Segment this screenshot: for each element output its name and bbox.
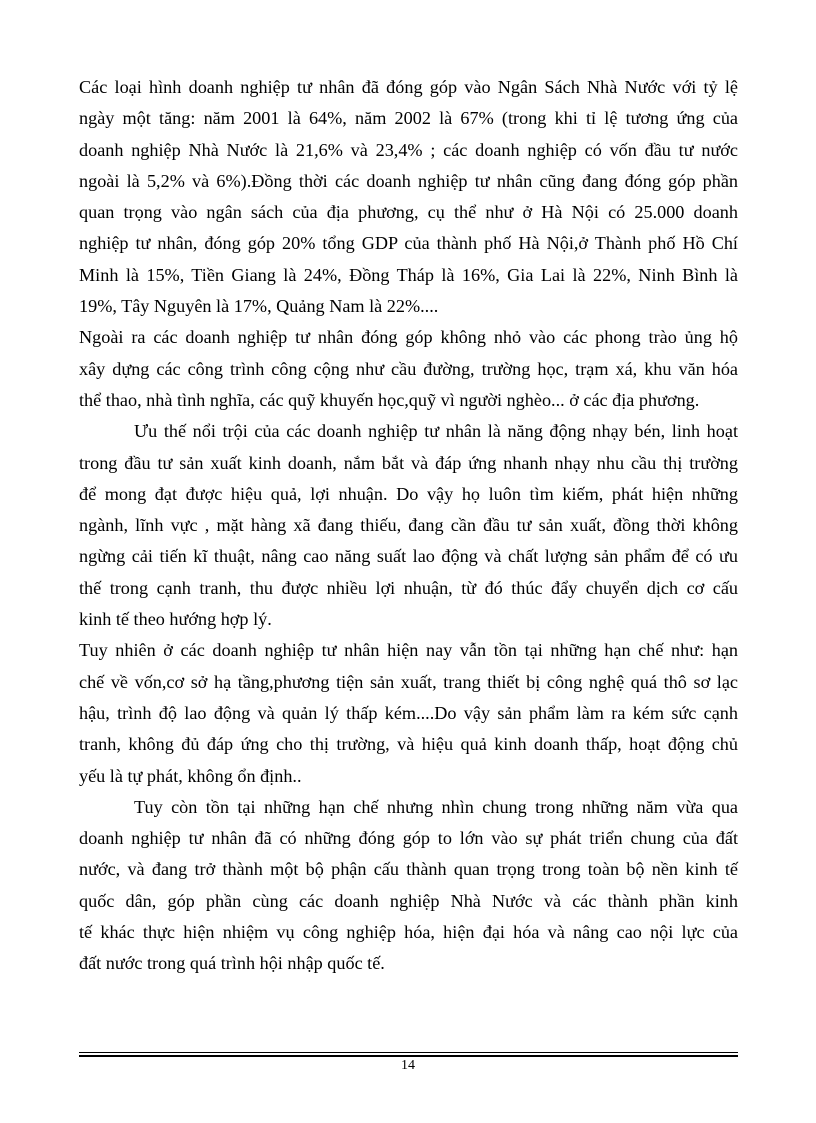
- text-line: doanh nghiệp tư nhân đã có những đóng góp to lớn vào sự phát triển chung của đất: [79, 828, 738, 849]
- text-line: nghiệp tư nhân, đóng góp 20% tổng GDP của thành phố Hà Nội,ở Thành phố Hồ Chí: [79, 233, 738, 254]
- text-line: thể thao, nhà tình nghĩa, các quỹ khuyến học,quỹ vì người nghèo... ở các địa phương.: [79, 389, 700, 410]
- text-line: Tuy còn tồn tại những hạn chế nhưng nhìn chung trong những năm vừa qua: [134, 796, 738, 817]
- paragraph: [79, 416, 738, 635]
- paragraph: [79, 322, 738, 416]
- page-number: 14: [401, 1058, 415, 1073]
- text-line: tranh, không đủ đáp ứng cho thị trường, và hiệu quả kinh doanh thấp, hoạt động chủ: [79, 734, 738, 755]
- text-line: chế về vốn,cơ sở hạ tầng,phương tiện sản xuất, trang thiết bị công nghệ quá thô sơ lạc: [79, 671, 738, 692]
- text-line: ngành, lĩnh vực , mặt hàng xã đang thiếu, đang cần đầu tư sản xuất, đồng thời không: [79, 515, 738, 536]
- text-line: Các loại hình doanh nghiệp tư nhân đã đóng góp vào Ngân Sách Nhà Nước với tỷ lệ: [79, 77, 738, 97]
- text-line: thế trong cạnh tranh, thu được nhiều lợi nhuận, từ đó thúc đẩy chuyển dịch cơ cấu: [79, 577, 738, 598]
- paragraph: [79, 792, 738, 980]
- text-line: Tuy nhiên ở các doanh nghiệp tư nhân hiện nay vẫn tồn tại những hạn chế như: hạn: [79, 640, 738, 661]
- text-line: Minh là 15%, Tiền Giang là 24%, Đồng Tháp là 16%, Gia Lai là 22%, Ninh Bình là: [79, 264, 738, 285]
- footer-rule-thin: [79, 1052, 738, 1053]
- paragraph: [79, 72, 738, 322]
- text-line: tế khác thực hiện nhiệm vụ công nghiệp hóa, hiện đại hóa và nâng cao nội lực của: [79, 922, 738, 943]
- text-line: yếu là tự phát, không ổn định..: [79, 765, 302, 786]
- text-line: xây dựng các công trình công cộng như cầu đường, trường học, trạm xá, khu văn hóa: [79, 358, 738, 379]
- text-line: đất nước trong quá trình hội nhập quốc tế.: [79, 953, 385, 974]
- text-line: quốc dân, góp phần cùng các doanh nghiệp Nhà Nước và các thành phần kinh: [79, 890, 738, 911]
- text-line: 19%, Tây Nguyên là 17%, Quảng Nam là 22%....: [79, 296, 439, 317]
- text-line: nước, và đang trở thành một bộ phận cấu thành quan trọng trong toàn bộ nền kinh tế: [79, 859, 738, 880]
- body-text: [79, 72, 738, 980]
- text-line: ngừng cải tiến kĩ thuật, nâng cao năng suất lao động và chất lượng sản phẩm để có ưu: [79, 546, 738, 567]
- text-line: ngày một tăng: năm 2001 là 64%, năm 2002 là 67% (trong khi tỉ lệ tương ứng của: [79, 108, 738, 129]
- text-line: quan trọng vào ngân sách của địa phương, cụ thể như ở Hà Nội có 25.000 doanh: [79, 202, 738, 223]
- paragraph: [79, 635, 738, 791]
- text-line: Ưu thế nổi trội của các doanh nghiệp tư nhân là năng động nhạy bén, linh hoạt: [134, 421, 738, 442]
- text-line: để mong đạt được hiệu quả, lợi nhuận. Do vậy họ luôn tìm kiếm, phát hiện những: [79, 483, 738, 504]
- text-line: ngoài là 5,2% và 6%).Đồng thời các doanh nghiệp tư nhân cũng đang đóng góp phần: [79, 170, 738, 191]
- text-line: Ngoài ra các doanh nghiệp tư nhân đóng góp không nhỏ vào các phong trào ủng hộ: [79, 327, 738, 348]
- text-line: doanh nghiệp Nhà Nước là 21,6% và 23,4% ; các doanh nghiệp có vốn đầu tư nước: [79, 139, 738, 160]
- text-line: hậu, trình độ lao động và quản lý thấp kém....Do vậy sản phẩm làm ra kém sức cạnh: [79, 702, 738, 723]
- text-line: kinh tế theo hướng hợp lý.: [79, 609, 272, 630]
- text-line: trong đầu tư sản xuất kinh doanh, nắm bắt và đáp ứng nhanh nhạy nhu cầu thị trường: [79, 452, 738, 473]
- footer-rule-thick: [79, 1055, 738, 1057]
